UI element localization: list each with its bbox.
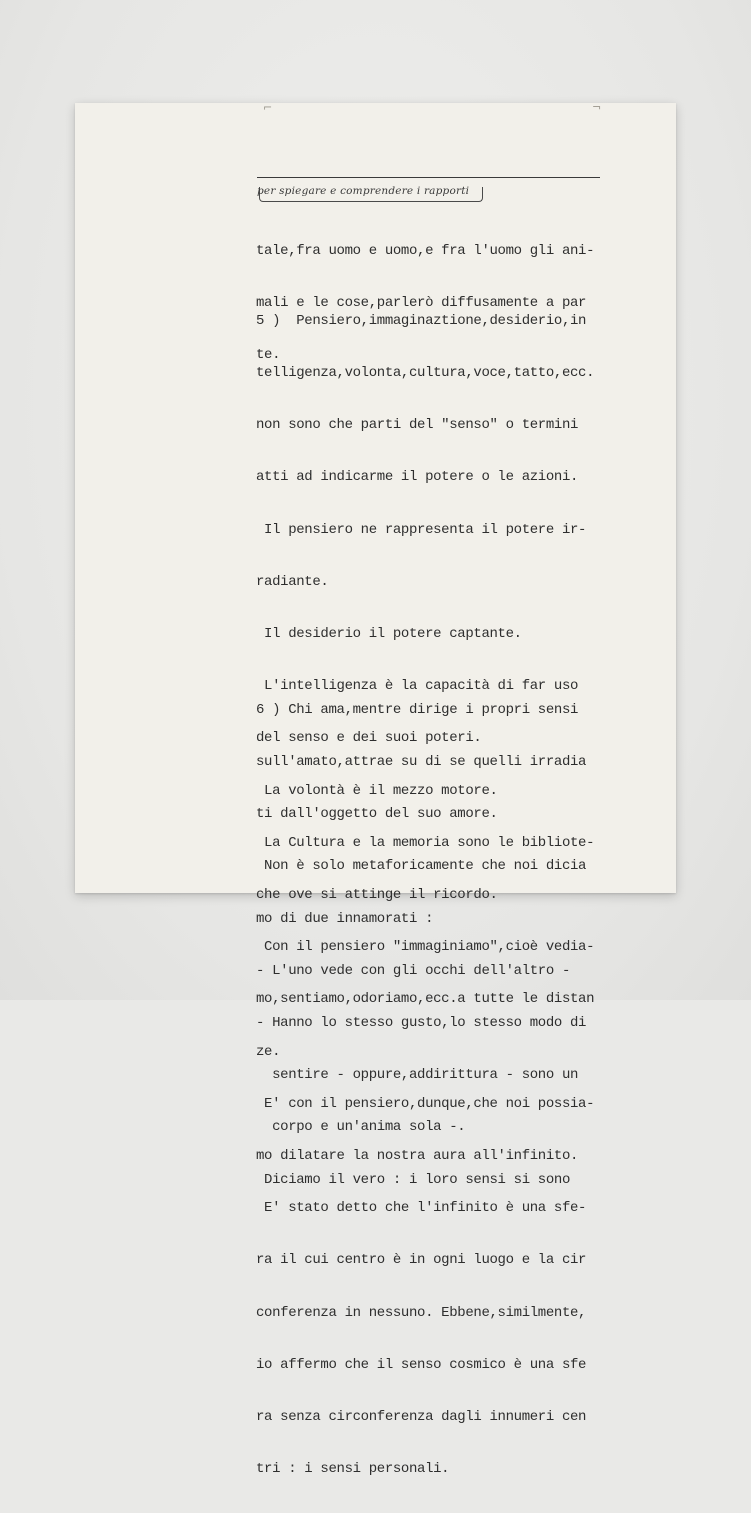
text-line: sentire - oppure,addirittura - sono un <box>256 1067 579 1084</box>
text-line: atti ad indicarme il potere o le azioni. <box>256 469 579 486</box>
text-line: te. <box>256 347 281 364</box>
text-line: L'intelligenza è la capacità di far uso <box>256 678 579 695</box>
text-line: La volontà è il mezzo motore. <box>256 782 498 799</box>
handwritten-note: per spiegare e comprendere i rapporti <box>257 185 470 197</box>
text-line: 6 ) Chi ama,mentre dirige i propri sensi <box>256 701 579 718</box>
text-line: Diciamo il vero : i loro sensi si sono <box>256 1171 571 1188</box>
corner-mark-right: ¬ <box>592 101 602 114</box>
text-line: mo dilatare la nostra aura all'infinito. <box>256 1148 579 1165</box>
section-6 <box>256 667 686 1224</box>
typewritten-page <box>75 101 676 1478</box>
text-line: radiante. <box>256 573 329 590</box>
text-line: E' stato detto che l'infinito è una sfe- <box>256 1200 587 1217</box>
text-line: 5 ) Pensiero,immaginaztione,desiderio,in <box>256 312 587 329</box>
text-line: Il pensiero ne rappresenta il potere ir- <box>256 521 587 538</box>
corner-mark-left: ⌐ <box>263 101 273 114</box>
text-line: - Hanno lo stesso gusto,lo stesso modo di <box>256 1015 587 1032</box>
text-line: Con il pensiero "immaginiamo",cioè vedia- <box>256 939 595 956</box>
text-line: non sono che parti del "senso" o termini <box>256 417 579 434</box>
text-line: Il desiderio il potere captante. <box>256 626 522 643</box>
text-line: corpo e un'anima sola -. <box>256 1119 466 1136</box>
text-line: mali e le cose,parlerò diffusamente a par <box>256 295 587 312</box>
text-line: Non è solo metaforicamente che noi dicia <box>256 858 587 875</box>
text-line: tri : i sensi personali. <box>256 1461 450 1478</box>
text-line: io affermo che il senso cosmico è una sfe <box>256 1356 587 1373</box>
text-line: mo,sentiamo,odoriamo,ecc.a tutte le distan <box>256 991 595 1008</box>
text-line: mo di due innamorati : <box>256 910 434 927</box>
text-line: conferenza in nessuno. Ebbene,similmente, <box>256 1304 587 1321</box>
text-line: ra senza circonferenza dagli innumeri cen <box>256 1409 587 1426</box>
top-rule <box>257 177 600 178</box>
text-line: ti dall'oggetto del suo amore. <box>256 806 498 823</box>
text-line: che ove si attinge il ricordo. <box>256 887 498 904</box>
text-line: ra il cui centro è in ogni luogo e la cir <box>256 1252 587 1269</box>
text-line: - L'uno vede con gli occhi dell'altro - <box>256 962 571 979</box>
text-line: del senso e dei suoi poteri. <box>256 730 482 747</box>
text-line: sull'amato,attrae su di se quelli irradia <box>256 754 587 771</box>
text-line: telligenza,volonta,cultura,voce,tatto,ecc. <box>256 365 595 382</box>
text-line: E' con il pensiero,dunque,che noi possia- <box>256 1095 595 1112</box>
text-line: ze. <box>256 1043 281 1060</box>
text-line: tale,fra uomo e uomo,e fra l'uomo gli ani- <box>256 242 595 259</box>
text-line: La Cultura e la memoria sono le bibliote- <box>256 834 595 851</box>
